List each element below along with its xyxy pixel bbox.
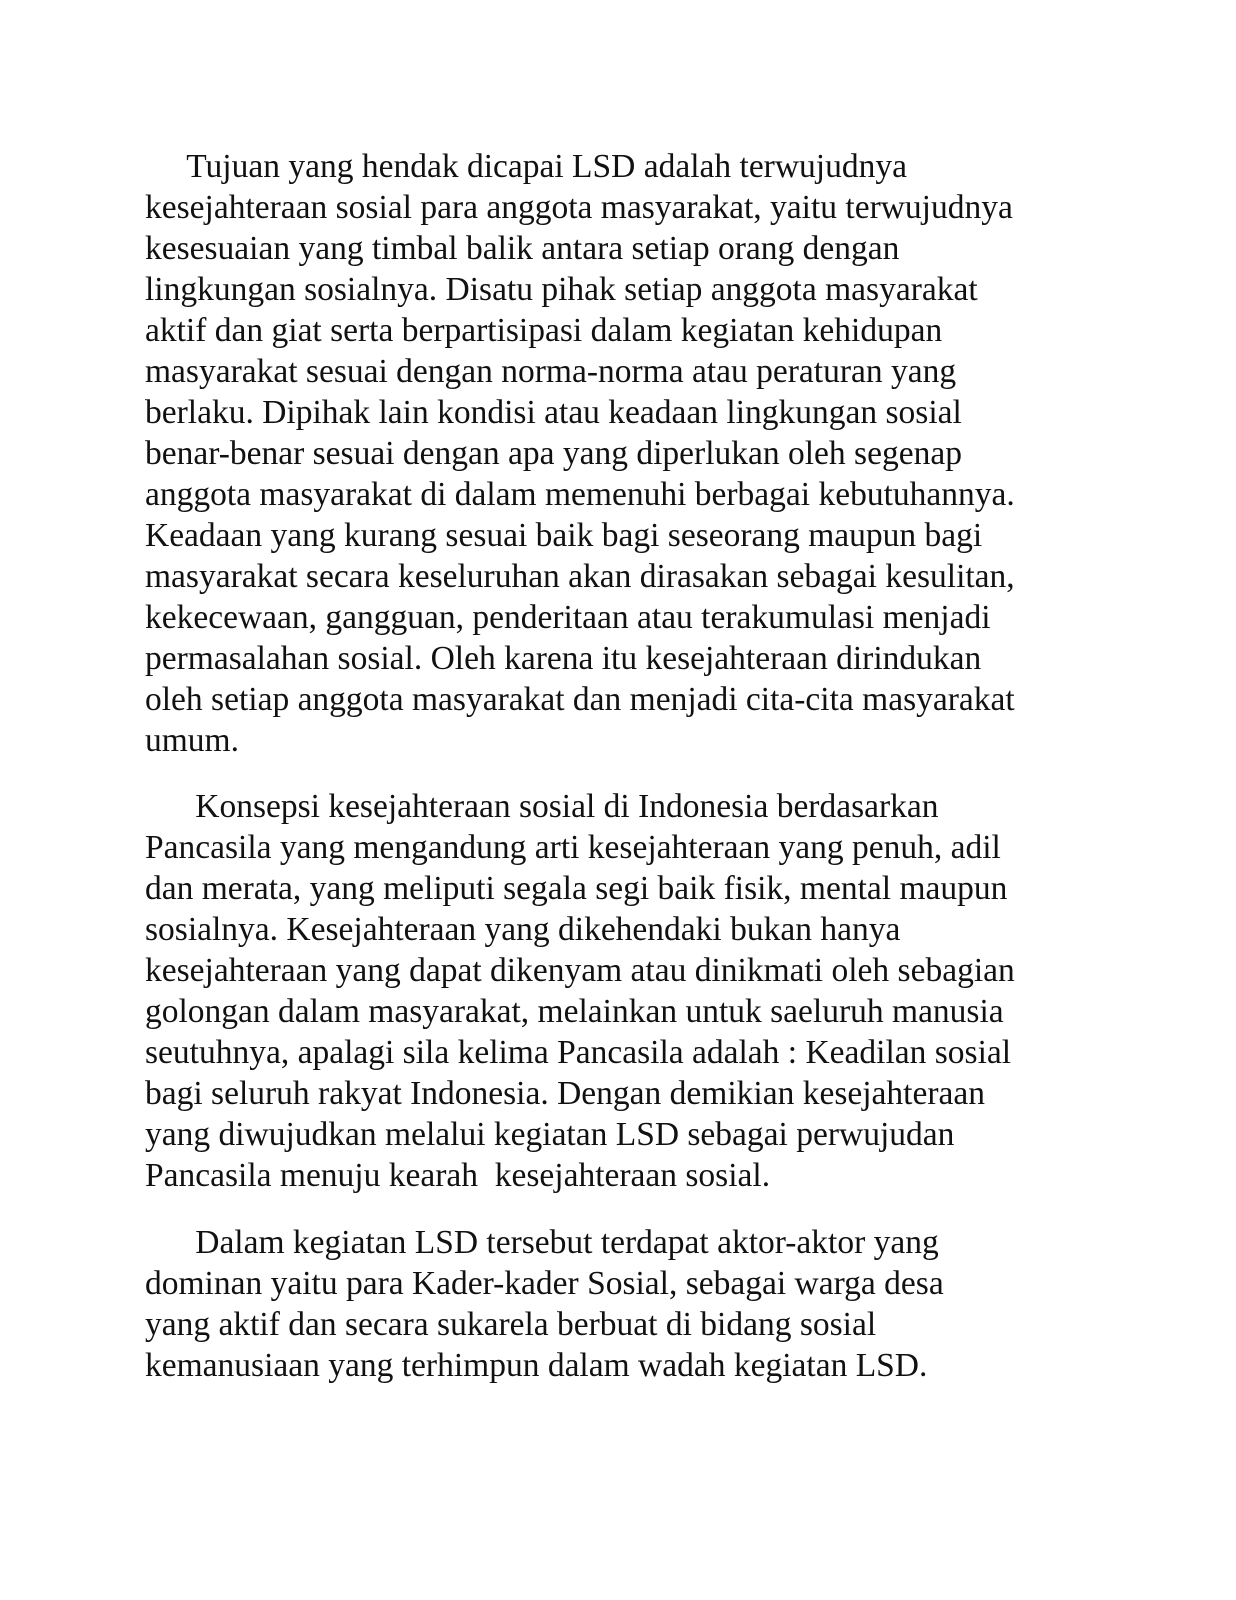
paragraph-1 xyxy=(145,146,1085,761)
paragraph-3 xyxy=(145,1222,1085,1386)
paragraph-line: yang aktif dan secara sukarela berbuat di bidang sosial xyxy=(145,1306,877,1343)
paragraph-line: kesejahteraan sosial para anggota masyarakat, yaitu terwujudnya xyxy=(145,189,1013,226)
paragraph-line: golongan dalam masyarakat, melainkan untuk saeluruh manusia xyxy=(145,993,1004,1030)
paragraph-line: sosialnya. Kesejahteraan yang dikehendaki bukan hanya xyxy=(145,911,901,948)
paragraph-line: kekecewaan, gangguan, penderitaan atau terakumulasi menjadi xyxy=(145,599,991,636)
paragraph-line: kesejahteraan yang dapat dikenyam atau dinikmati oleh sebagian xyxy=(145,952,1015,989)
paragraph-line: berlaku. Dipihak lain kondisi atau keadaan lingkungan sosial xyxy=(145,394,962,431)
paragraph-line: seutuhnya, apalagi sila kelima Pancasila adalah : Keadilan sosial xyxy=(145,1034,1012,1071)
paragraph-line: benar-benar sesuai dengan apa yang diperlukan oleh segenap xyxy=(145,435,962,472)
paragraph-line: dominan yaitu para Kader-kader Sosial, sebagai warga desa xyxy=(145,1265,944,1302)
paragraph-line: yang diwujudkan melalui kegiatan LSD sebagai perwujudan xyxy=(145,1116,955,1153)
paragraph-line: masyarakat sesuai dengan norma-norma atau peraturan yang xyxy=(145,353,957,390)
paragraph-line: aktif dan giat serta berpartisipasi dalam kegiatan kehidupan xyxy=(145,312,943,349)
paragraph-line: permasalahan sosial. Oleh karena itu kesejahteraan dirindukan xyxy=(145,640,982,677)
paragraph-line: bagi seluruh rakyat Indonesia. Dengan demikian kesejahteraan xyxy=(145,1075,985,1112)
paragraph-2 xyxy=(145,786,1085,1196)
paragraph-line: masyarakat secara keseluruhan akan dirasakan sebagai kesulitan, xyxy=(145,558,1015,595)
paragraph-line: oleh setiap anggota masyarakat dan menjadi cita-cita masyarakat xyxy=(145,681,1015,718)
paragraph-line: anggota masyarakat di dalam memenuhi berbagai kebutuhannya. xyxy=(145,476,1015,513)
paragraph-line: Pancasila menuju kearah kesejahteraan sosial. xyxy=(145,1157,771,1194)
paragraph-line: umum. xyxy=(145,722,239,759)
paragraph-line: Keadaan yang kurang sesuai baik bagi seseorang maupun bagi xyxy=(145,517,983,554)
paragraph-line: kemanusiaan yang terhimpun dalam wadah kegiatan LSD. xyxy=(145,1347,928,1384)
paragraph-line: Konsepsi kesejahteraan sosial di Indonesia berdasarkan xyxy=(145,788,939,825)
paragraph-line: Tujuan yang hendak dicapai LSD adalah terwujudnya xyxy=(145,148,907,185)
paragraph-line: Pancasila yang mengandung arti kesejahteraan yang penuh, adil xyxy=(145,829,1001,866)
paragraph-line: kesesuaian yang timbal balik antara setiap orang dengan xyxy=(145,230,900,267)
paragraph-line: lingkungan sosialnya. Disatu pihak setiap anggota masyarakat xyxy=(145,271,978,308)
paragraph-line: Dalam kegiatan LSD tersebut terdapat aktor-aktor yang xyxy=(145,1224,939,1261)
paragraph-line: dan merata, yang meliputi segala segi baik fisik, mental maupun xyxy=(145,870,1008,907)
